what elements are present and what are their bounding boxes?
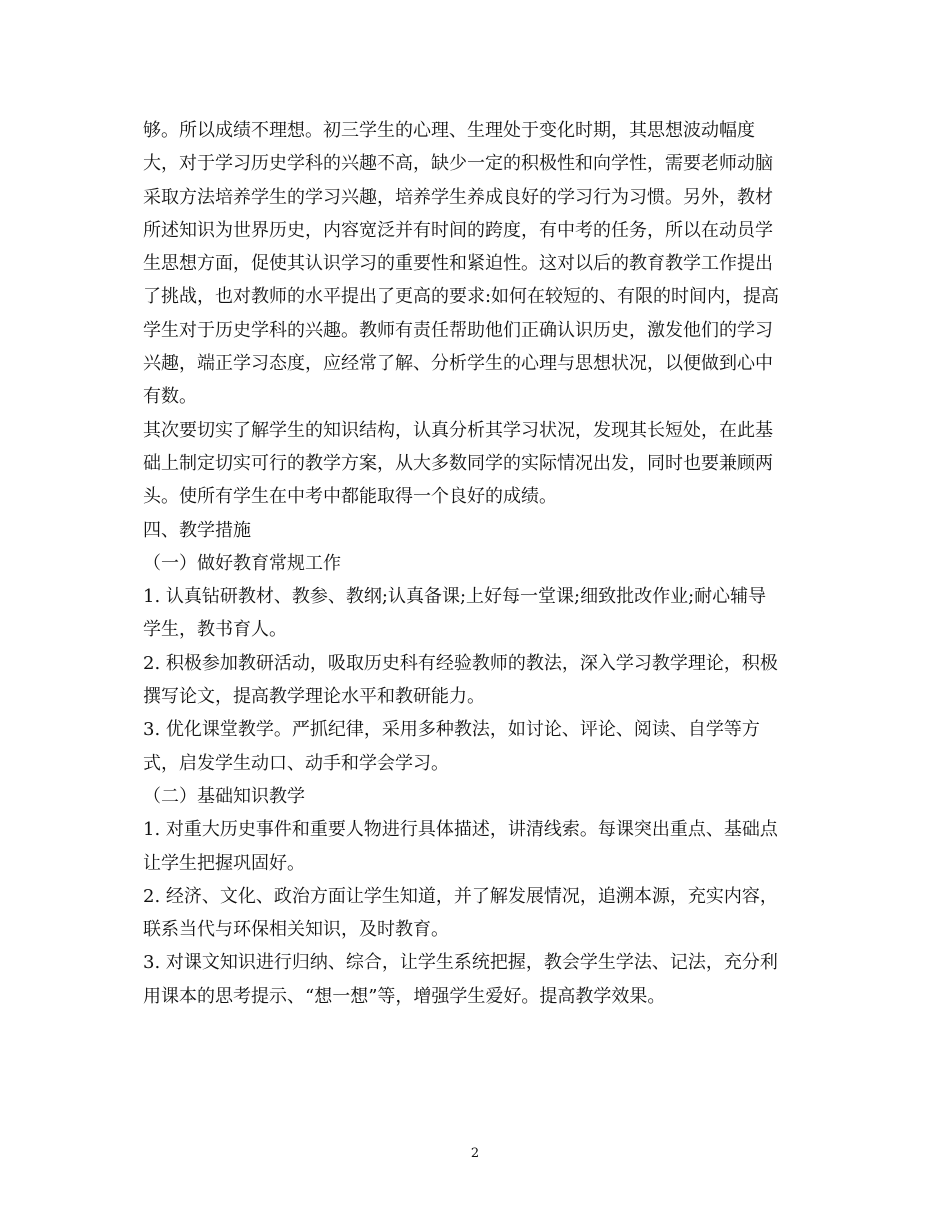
text-line: 头。使所有学生在中考中都能取得一个良好的成绩。 (143, 486, 557, 508)
body-text (143, 114, 813, 1013)
text-line: 了挑战，也对教师的水平提出了更高的要求:如何在较短的、有限的时间内，提高 (143, 286, 780, 308)
text-line: 大，对于学习历史学科的兴趣不高，缺少一定的积极性和向学性，需要老师动脑 (143, 153, 773, 175)
text-line: 2. 经济、文化、政治方面让学生知道，并了解发展情况，追溯本源，充实内容， (143, 885, 778, 907)
text-line: 所述知识为世界历史，内容宽泛并有时间的跨度，有中考的任务，所以在动员学 (143, 219, 773, 241)
text-line: 兴趣，端正学习态度，应经常了解、分析学生的心理与思想状况，以便做到心中 (143, 353, 773, 375)
text-line: 3. 优化课堂教学。严抓纪律，采用多种教法，如讨论、评论、阅读、自学等方 (143, 719, 760, 741)
text-line: 学生，教书育人。 (143, 619, 287, 641)
text-line: 1. 认真钻研教材、教参、教纲;认真备课;上好每一堂课;细致批改作业;耐心辅导 (143, 586, 767, 608)
text-line: 用课本的思考提示、“想一想”等，增强学生爱好。提高教学效果。 (143, 985, 666, 1007)
page-number: 2 (470, 1146, 480, 1161)
text-line: 学生对于历史学科的兴趣。教师有责任帮助他们正确认识历史，激发他们的学习 (143, 319, 773, 341)
text-line: 四、教学措施 (143, 519, 251, 541)
text-line: （一）做好教育常规工作 (143, 552, 341, 574)
text-line: 1. 对重大历史事件和重要人物进行具体描述，讲清线索。每课突出重点、基础点 (143, 819, 778, 841)
text-line: 采取方法培养学生的学习兴趣，培养学生养成良好的学习行为习惯。另外，教材 (143, 186, 773, 208)
text-line: 联系当代与环保相关知识，及时教育。 (143, 919, 449, 941)
text-line: 生思想方面，促使其认识学习的重要性和紧迫性。这对以后的教育教学工作提出 (143, 253, 773, 275)
text-line: 3. 对课文知识进行归纳、综合，让学生系统把握，教会学生学法、记法，充分利 (143, 952, 778, 974)
text-line: （二）基础知识教学 (143, 785, 305, 807)
text-line: 让学生把握巩固好。 (143, 852, 305, 874)
text-line: 够。所以成绩不理想。初三学生的心理、生理处于变化时期，其思想波动幅度 (143, 120, 755, 141)
text-line: 式，启发学生动口、动手和学会学习。 (143, 752, 449, 774)
text-line: 其次要切实了解学生的知识结构，认真分析其学习状况，发现其长短处，在此基 (143, 419, 773, 441)
text-line: 础上制定切实可行的教学方案，从大多数同学的实际情况出发，同时也要兼顾两 (143, 452, 773, 474)
text-line: 有数。 (143, 386, 197, 408)
text-line: 撰写论文，提高教学理论水平和教研能力。 (143, 686, 485, 708)
text-line: 2. 积极参加教研活动，吸取历史科有经验教师的教法，深入学习教学理论，积极 (143, 652, 778, 674)
